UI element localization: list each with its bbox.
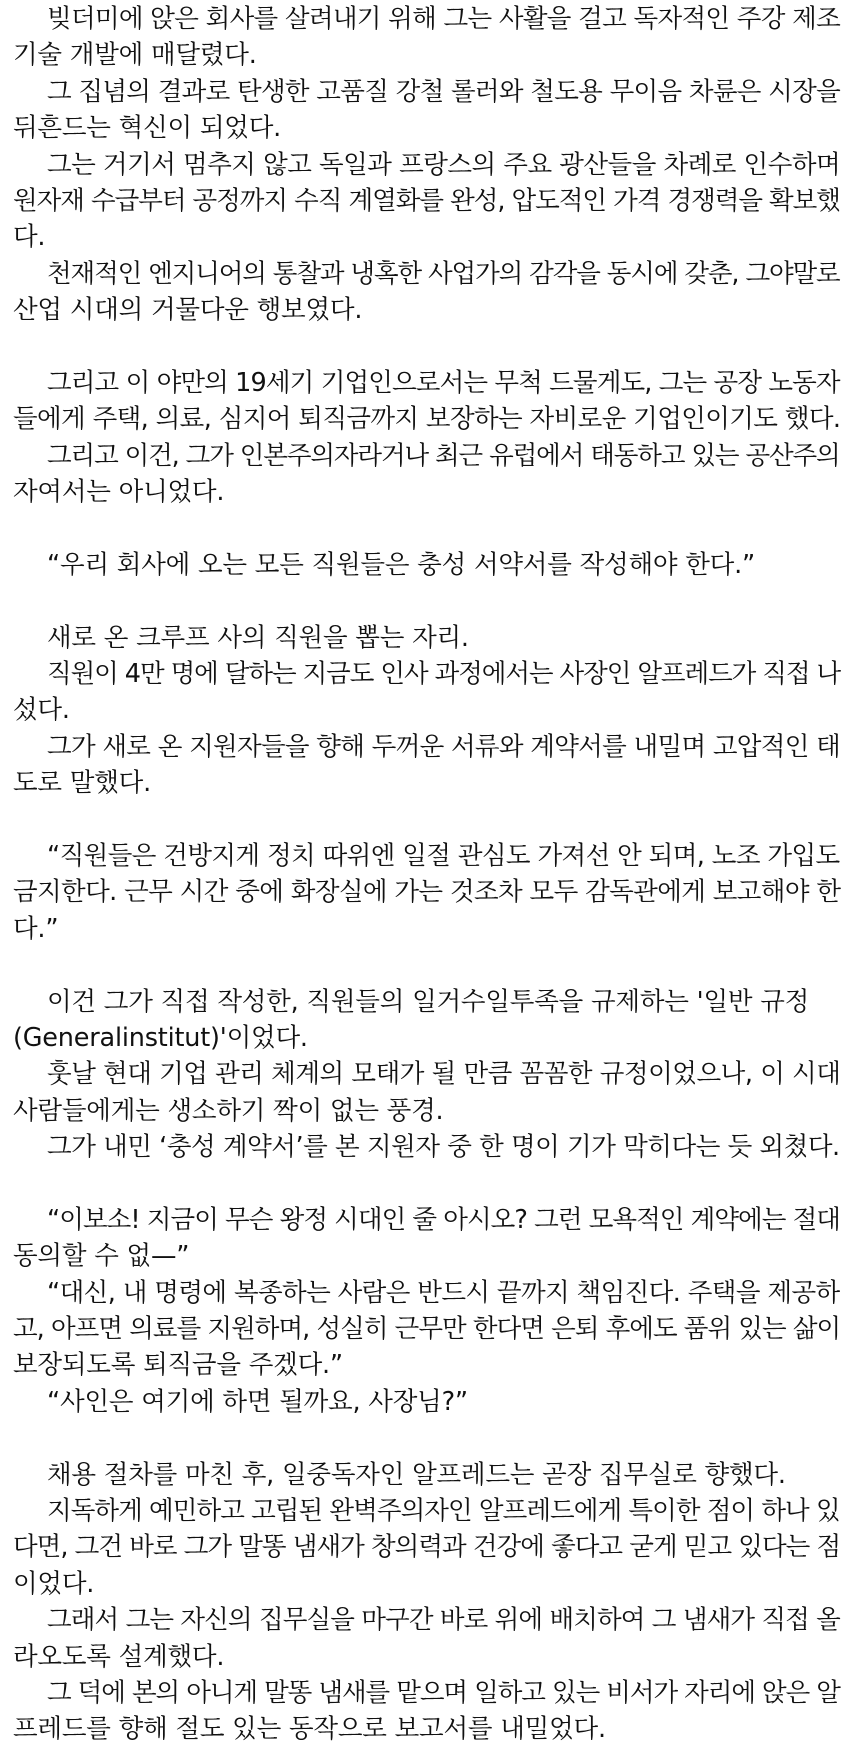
- paragraph-first-line: 지독하게 예민하고 고립된 완벽주의자인 알프레드에게 특이한 점이 하나 있: [47, 1496, 840, 1527]
- paragraph-line: 라오도록 설계했다.: [13, 1641, 225, 1672]
- paragraph-line: 산업 시대의 거물다운 행보였다.: [13, 295, 363, 326]
- paragraph: [13, 620, 840, 656]
- blank-line: [13, 802, 840, 838]
- paragraph-line: 원자재 수급부터 공정까지 수직 계열화를 완성, 압도적인 가격 경쟁력을 확보했: [13, 185, 840, 216]
- paragraph-line: 다.: [13, 222, 46, 253]
- paragraph: [13, 74, 840, 147]
- paragraph: [13, 984, 840, 1057]
- paragraph-line: 뒤흔드는 혁신이 되었다.: [13, 113, 282, 144]
- paragraph-first-line: “사인은 여기에 하면 될까요, 사장님?”: [47, 1386, 468, 1417]
- paragraph: [13, 1, 840, 74]
- paragraph-first-line: “이보소! 지금이 무슨 왕정 시대인 줄 아시오? 그런 모욕적인 계약에는 절대: [47, 1204, 840, 1235]
- paragraph-first-line: 그 집념의 결과로 탄생한 고품질 강철 롤러와 철도용 무이음 차륜은 시장을: [47, 76, 841, 107]
- paragraph-line: 보장되도록 퇴직금을 주겠다.”: [13, 1350, 343, 1381]
- blank-line: [13, 329, 840, 365]
- paragraph: [13, 1384, 840, 1420]
- blank-line: [13, 947, 840, 983]
- paragraph-first-line: “우리 회사에 오는 모든 직원들은 충성 서약서를 작성해야 한다.”: [47, 549, 755, 580]
- paragraph: [13, 547, 840, 583]
- paragraph-first-line: 그리고 이건, 그가 인본주의자라거나 최근 유럽에서 태동하고 있는 공산주의: [47, 440, 840, 471]
- paragraph-first-line: 직원이 4만 명에 달하는 지금도 인사 과정에서는 사장인 알프레드가 직접 나: [47, 659, 841, 690]
- paragraph-line: 들에게 주택, 의료, 심지어 퇴직금까지 보장하는 자비로운 기업인이기도 했다.: [13, 404, 841, 435]
- blank-line: [13, 583, 840, 619]
- paragraph-first-line: 그가 새로 온 지원자들을 향해 두꺼운 서류와 계약서를 내밀며 고압적인 태: [47, 731, 841, 762]
- paragraph-first-line: 채용 절차를 마친 후, 일중독자인 알프레드는 곧장 집무실로 향했다.: [47, 1459, 786, 1490]
- paragraph: [13, 1056, 840, 1129]
- paragraph-line: 사람들에게는 생소하기 짝이 없는 풍경.: [13, 1095, 444, 1126]
- paragraph-line: 동의할 수 없—”: [13, 1241, 190, 1272]
- paragraph-first-line: 이건 그가 직접 작성한, 직원들의 일거수일투족을 규제하는 '일반 규정: [47, 986, 810, 1017]
- paragraph-first-line: 새로 온 크루프 사의 직원을 뽑는 자리.: [47, 622, 469, 653]
- paragraph-first-line: “직원들은 건방지게 정치 따위엔 일절 관심도 가져선 안 되며, 노조 가입도: [47, 840, 840, 871]
- paragraph: [13, 147, 840, 256]
- paragraph-first-line: 그가 내민 ‘충성 계약서’를 본 지원자 중 한 명이 기가 막히다는 듯 외쳤다.: [47, 1132, 840, 1163]
- paragraph-first-line: 빚더미에 앉은 회사를 살려내기 위해 그는 사활을 걸고 독자적인 주강 제조: [47, 4, 841, 34]
- paragraph: [13, 1675, 840, 1748]
- paragraph-line: 다.”: [13, 913, 59, 944]
- paragraph: [13, 438, 840, 511]
- paragraph-line: 프레드를 향해 절도 있는 동작으로 보고서를 내밀었다.: [13, 1714, 606, 1745]
- paragraph: [13, 656, 840, 729]
- blank-line: [13, 510, 840, 546]
- paragraph-first-line: 그는 거기서 멈추지 않고 독일과 프랑스의 주요 광산들을 차례로 인수하며: [47, 149, 841, 180]
- paragraph: [13, 1275, 840, 1384]
- paragraph: [13, 1493, 840, 1602]
- paragraph: [13, 365, 840, 438]
- paragraph: [13, 1457, 840, 1493]
- paragraph-line: 고, 아프면 의료를 지원하며, 성실히 근무만 한다면 은퇴 후에도 품위 있는 삶이: [13, 1314, 841, 1345]
- blank-line: [13, 1420, 840, 1456]
- paragraph-line: 자여서는 아니었다.: [13, 477, 225, 508]
- paragraph: [13, 1202, 840, 1275]
- paragraph-line: 도로 말했다.: [13, 768, 151, 799]
- paragraph: [13, 1129, 840, 1165]
- paragraph: [13, 729, 840, 802]
- paragraph-first-line: 그래서 그는 자신의 집무실을 마구간 바로 위에 배치하여 그 냄새가 직접 올: [47, 1605, 840, 1636]
- paragraph-first-line: 천재적인 엔지니어의 통찰과 냉혹한 사업가의 감각을 동시에 갖춘, 그야말로: [47, 258, 840, 289]
- paragraph: [13, 1602, 840, 1675]
- paragraph-line: (Generalinstitut)'이었다.: [13, 1022, 308, 1053]
- paragraph-line: 금지한다. 근무 시간 중에 화장실에 가는 것조차 모두 감독관에게 보고해야 한: [13, 877, 841, 908]
- blank-line: [13, 1166, 840, 1202]
- paragraph: [13, 256, 840, 329]
- paragraph-line: 섰다.: [13, 695, 70, 726]
- paragraph-line: 기술 개발에 매달렸다.: [13, 40, 257, 71]
- paragraph-first-line: “대신, 내 명령에 복종하는 사람은 반드시 끝까지 책임진다. 주택을 제공하: [47, 1277, 840, 1308]
- paragraph-first-line: 그리고 이 야만의 19세기 기업인으로서는 무척 드물게도, 그는 공장 노동자: [47, 367, 840, 398]
- paragraph-first-line: 훗날 현대 기업 관리 체계의 모태가 될 만큼 꼼꼼한 규정이었으나, 이 시대: [47, 1059, 841, 1090]
- paragraph: [13, 838, 840, 947]
- paragraph-line: 다면, 그건 바로 그가 말똥 냄새가 창의력과 건강에 좋다고 굳게 믿고 있다는 점: [13, 1532, 841, 1563]
- paragraph-first-line: 그 덕에 본의 아니게 말똥 냄새를 맡으며 일하고 있는 비서가 자리에 앉은 알: [47, 1677, 840, 1708]
- paragraph-line: 이었다.: [13, 1568, 95, 1599]
